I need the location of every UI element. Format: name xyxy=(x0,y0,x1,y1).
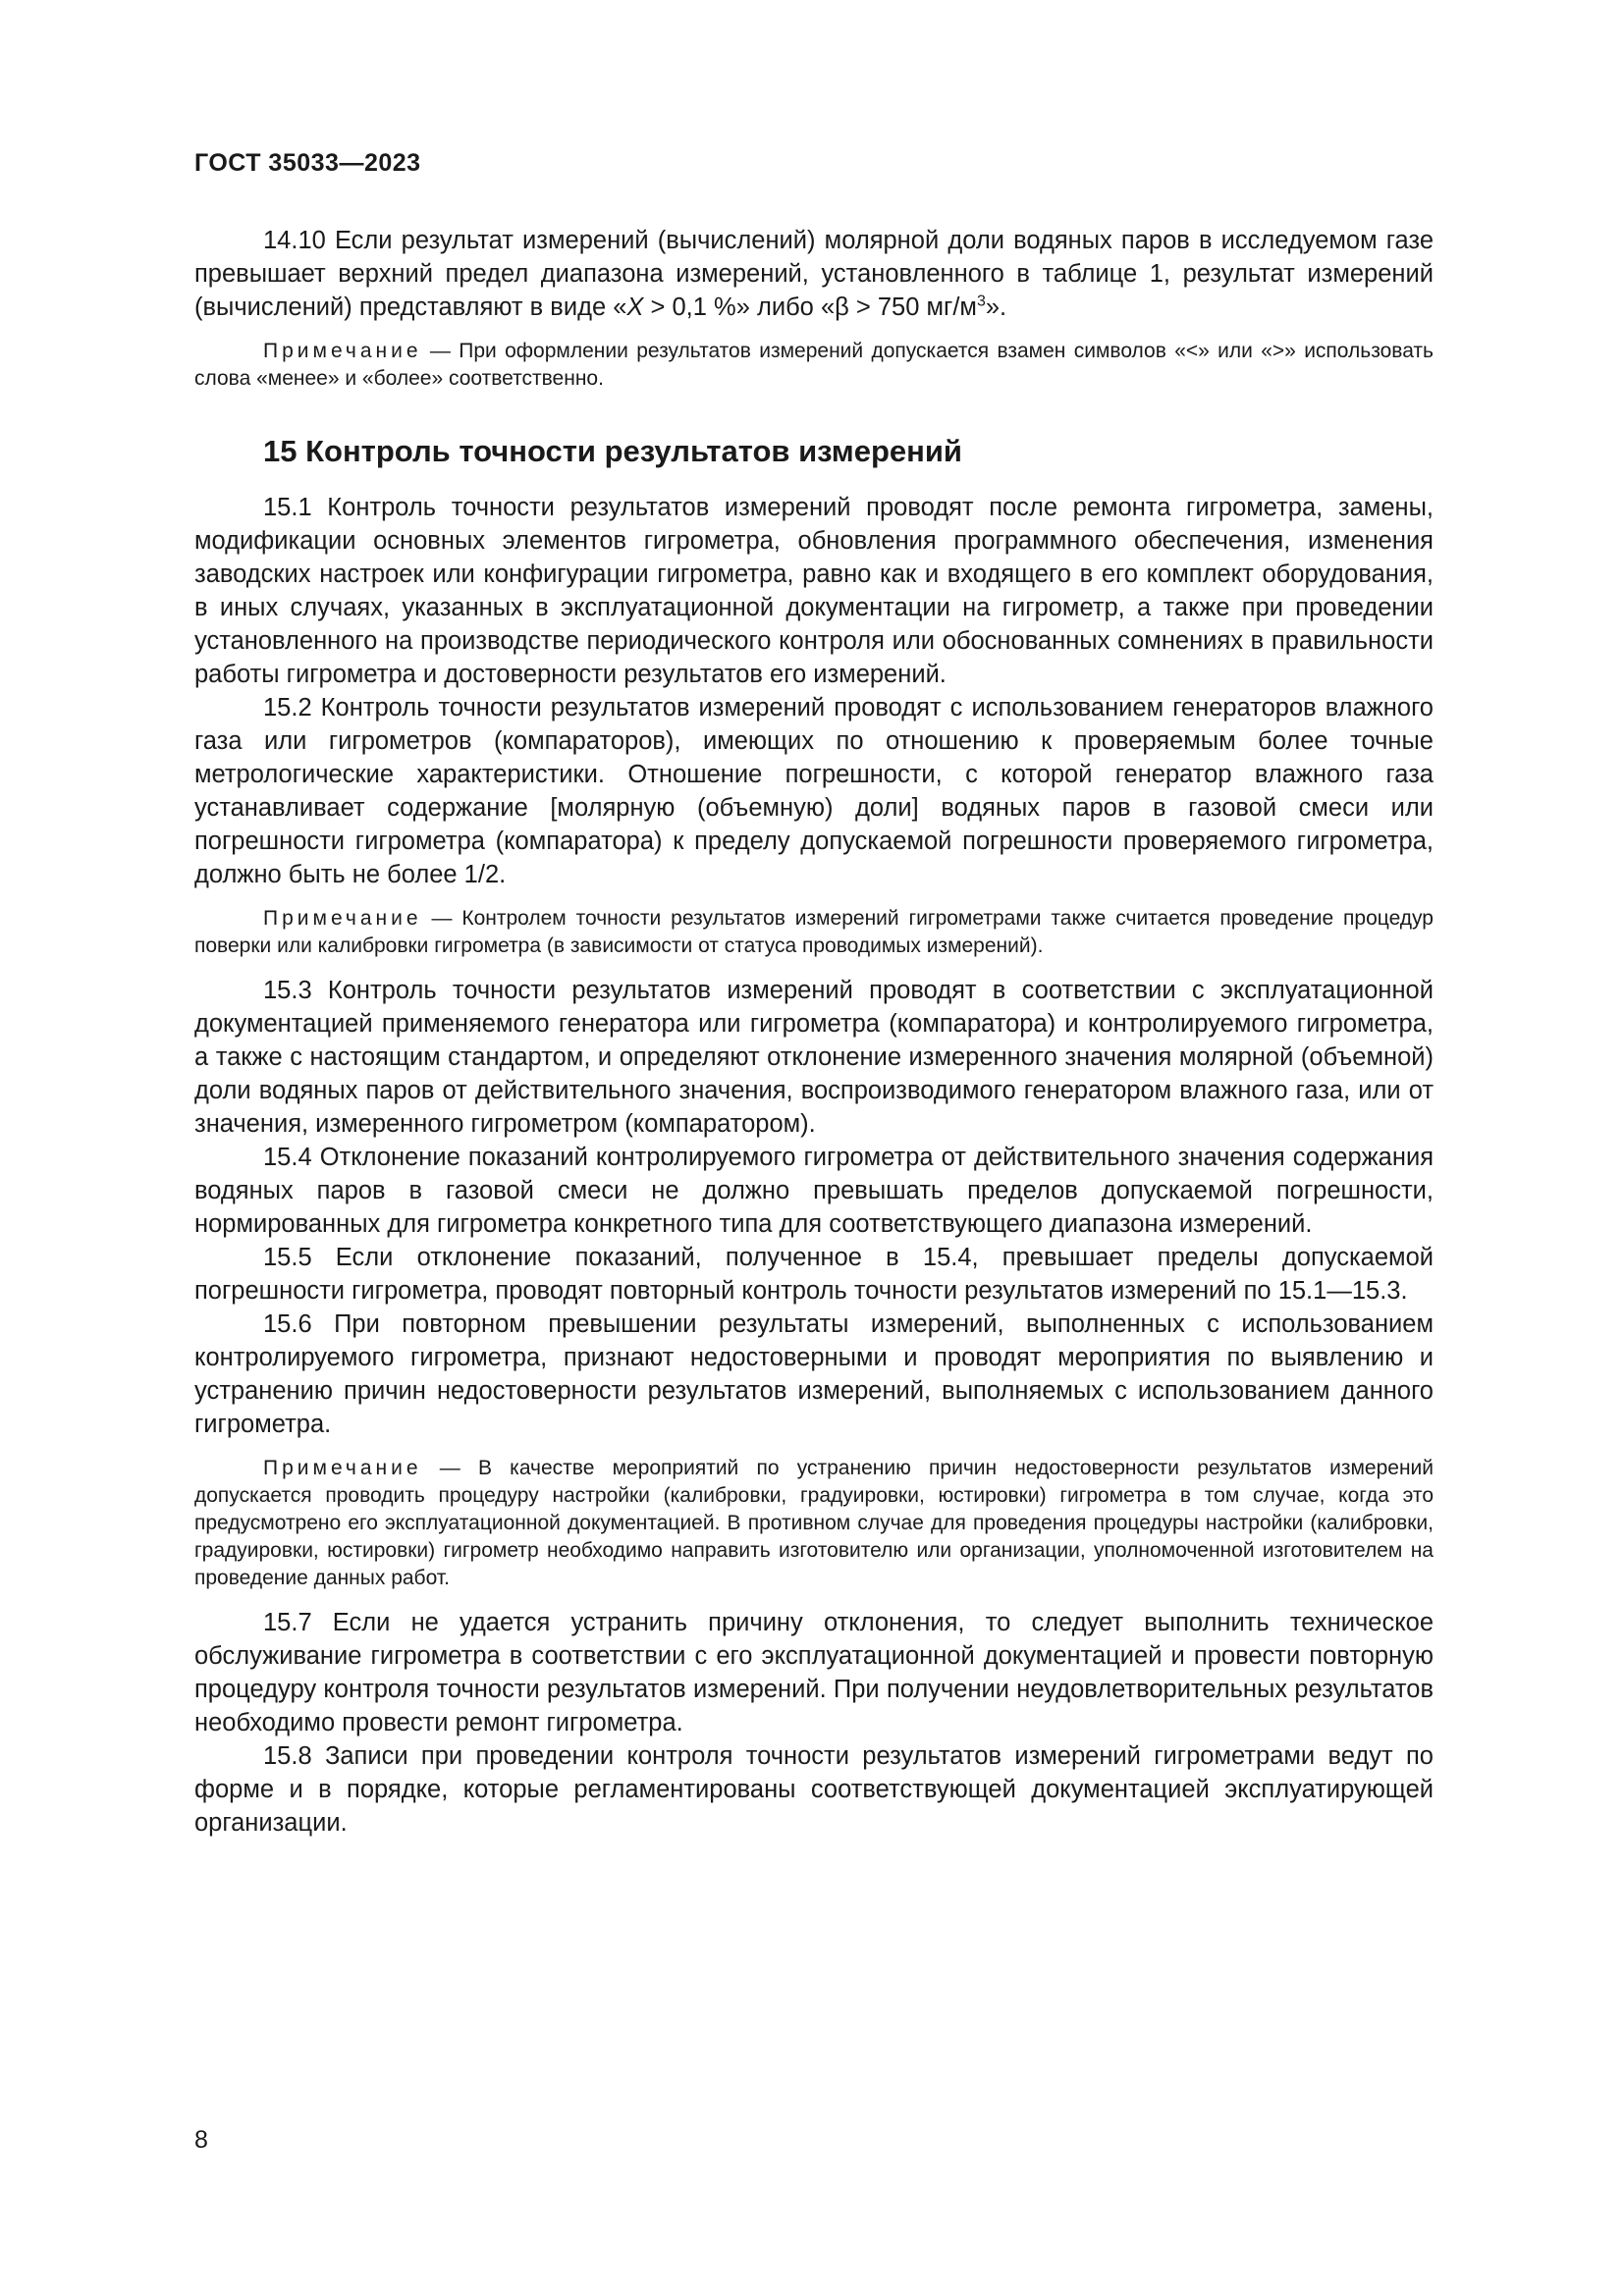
paragraph-15-8: 15.8 Записи при проведении контроля точности результатов измерений гигрометрами ведут по форме и в порядке, которые регламентированы соответствующей документацией эксплуатирующей организации. xyxy=(194,1742,1434,1837)
paragraph-14-10-text-end: ». xyxy=(985,294,1007,321)
note-label: Примечание xyxy=(263,1457,422,1479)
note-15-6 xyxy=(194,1455,1434,1592)
note-text: — Контролем точности результатов измерений гигрометрами также считается проведение процедур поверки или калибровки гигрометра (в зависимости от статуса проводимых измерений). xyxy=(194,907,1434,957)
paragraph-14-10-text-middle: > 0,1 %» либо «β > 750 мг/м xyxy=(643,294,977,321)
paragraph-15-4: 15.4 Отклонение показаний контролируемого гигрометра от действительного значения содержания водяных паров в газовой смеси не должно превышать пределов допускаемой погрешности, нормированных для гигрометра конкретного типа для соответствующего диапазона измерений. xyxy=(194,1144,1434,1238)
document-header: ГОСТ 35033—2023 xyxy=(194,149,421,177)
variable-x: X xyxy=(626,294,644,321)
paragraph-15-3: 15.3 Контроль точности результатов измерений проводят в соответствии с эксплуатационной документацией применяемого генератора или гигрометра (компаратора) и контролируемого гигрометра, а также с настоящим стандартом, и определяют отклонение измеренного значения молярной (объемной) доли водяных паров от действительного значения, воспроизводимого генератором влажного газа, или от значения, измеренного гигрометром (компаратором). xyxy=(194,977,1434,1138)
note-14-10 xyxy=(194,338,1434,393)
paragraph-14-10 xyxy=(194,224,1434,324)
superscript-3: 3 xyxy=(976,293,986,310)
note-label: Примечание xyxy=(263,907,422,930)
note-text: — При оформлении результатов измерений допускается взамен символов «<» или «>» использовать слова «менее» и «более» соответственно. xyxy=(194,340,1434,390)
paragraph-14-10-text-start: 14.10 Если результат измерений (вычислений) молярной доли водяных паров в исследуемом газе превышает верхний предел диапазона измерений, установленного в таблице 1, результат измерений (вычислений) представляют в виде « xyxy=(194,227,1434,321)
document-body xyxy=(194,224,1434,1840)
paragraph-15-6: 15.6 При повторном превышении результаты измерений, выполненных с использованием контролируемого гигрометра, признают недостоверными и проводят мероприятия по выявлению и устранению причин недостоверности результатов измерений, выполняемых с использованием данного гигрометра. xyxy=(194,1310,1434,1438)
page-number: 8 xyxy=(194,2126,208,2154)
note-text: — В качестве мероприятий по устранению причин недостоверности результатов измерений допускается проводить процедуру настройки (калибровки, градуировки, юстировки) гигрометра в том случае, когда это предусмотрено его эксплуатационной документацией. В противном случае для проведения процедуры настройки (калибровки, градуировки, юстировки) гигрометр необходимо направить изготовителю или организации, уполномоченной изготовителем на проведение данных работ. xyxy=(194,1457,1434,1589)
note-label: Примечание xyxy=(263,340,422,362)
section-15-title: 15 Контроль точности результатов измерений xyxy=(263,434,962,468)
paragraph-15-2: 15.2 Контроль точности результатов измерений проводят с использованием генераторов влажного газа или гигрометров (компараторов), имеющих по отношению к проверяемым более точные метрологические характеристики. Отношение погрешности, с которой генератор влажного газа устанавливает содержание [молярную (объемную) доли] водяных паров в газовой смеси или погрешности гигрометра (компаратора) к пределу допускаемой погрешности проверяемого гигрометра, должно быть не более 1/2. xyxy=(194,694,1434,888)
paragraph-15-7: 15.7 Если не удается устранить причину отклонения, то следует выполнить техническое обслуживание гигрометра в соответствии с его эксплуатационной документацией и провести повторную процедуру контроля точности результатов измерений. При получении неудовлетворительных результатов необходимо провести ремонт гигрометра. xyxy=(194,1609,1434,1736)
note-15-2 xyxy=(194,905,1434,960)
paragraph-15-1: 15.1 Контроль точности результатов измерений проводят после ремонта гигрометра, замены, модификации основных элементов гигрометра, обновления программного обеспечения, изменения заводских настроек или конфигурации гигрометра, равно как и входящего в его комплект оборудования, в иных случаях, указанных в эксплуатационной документации на гигрометр, а также при проведении установленного на производстве периодического контроля или обоснованных сомнениях в правильности работы гигрометра и достоверности результатов его измерений. xyxy=(194,494,1434,688)
paragraph-15-5: 15.5 Если отклонение показаний, полученное в 15.4, превышает пределы допускаемой погрешности гигрометра, проводят повторный контроль точности результатов измерений по 15.1—15.3. xyxy=(194,1244,1434,1305)
